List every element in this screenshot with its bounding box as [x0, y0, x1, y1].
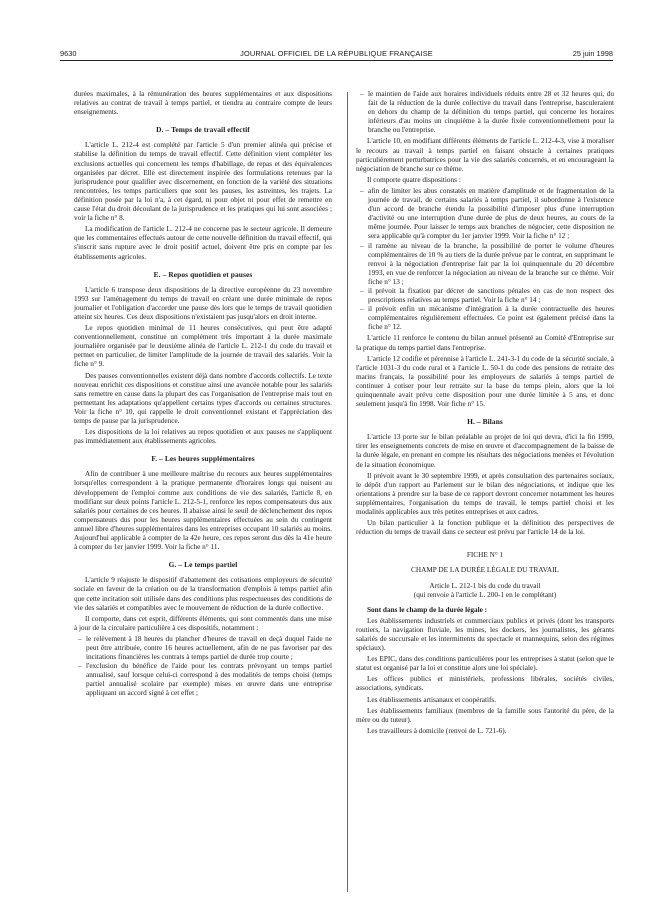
paragraph: Il prévoit avant le 30 septembre 1999, et après consultation des partenaires sociaux, le dépôt d'un rapport au Parlement sur le bilan des négociations, et indique que les orientations à prendre sur la base de ce rapport devront concerner notamment les heures supplémentaires, l'organisation du temps de travail, le temps partiel choisi et les modalités applicables aux très petites entreprises et aux cadres. — [356, 471, 614, 517]
paragraph: Les dispositions de la loi relatives au repos quotidien et aux pauses ne s'appliquent pas immédiatement aux établissements agricoles. — [74, 428, 332, 446]
fiche-article: Article L. 212-1 bis du code du travail — [429, 581, 541, 590]
section-heading-h: H. – Bilans — [467, 417, 503, 427]
paragraph: L'article 13 porte sur le bilan préalable au projet de loi qui devra, d'ici la fin 1999, tirer les enseignements concrets de mise en œuvre et d'accompagnement de la baisse de la durée légale, en prenant en compte les résultats des négociations menées et l'évolution de la situation économique. — [356, 433, 614, 469]
paragraph: Les établissements familiaux (membres de la famille sous l'autorité du père, de la mère ou du tuteur). — [356, 706, 614, 724]
section-heading-f: F. – Les heures supplémentaires — [151, 454, 255, 464]
page-number: 9630 — [60, 49, 77, 58]
list-item: – il ramène au niveau de la branche, la possibilité de porter le volume d'heures complémentaires de 10 % au tiers de la durée prévue par le contrat, en supprimant le renvoi à la négociation d'entreprise fait par la loi quinquennale du 20 décembre 1993, en vue de renforcer la négociation au niveau de la branche sur ce thème. Voir fiche n° 13 ; — [356, 242, 614, 287]
section-heading-e: E. – Repos quotidien et pauses — [153, 269, 253, 279]
paragraph: Il comporte quatre dispositions : — [367, 175, 461, 184]
paragraph: Les établissements artisanaux et coopératifs. — [367, 695, 497, 704]
fiche-reference: (qui renvoie à l'article L. 200-1 en le complétant) — [413, 590, 557, 599]
list — [74, 635, 332, 699]
paragraph: L'article 11 renforce le contenu du bilan annuel présenté au Comité d'Entreprise sur la pratique du temps partiel dans l'entreprise. — [356, 334, 614, 352]
column-divider — [347, 92, 348, 892]
page-header — [60, 46, 613, 60]
list-item: – afin de limiter les abus constatés en matière d'amplitude et de fragmentation de la journée de travail, de certains salariés à temps partiel, il subordonne à l'existence d'un accord de branche étendu la possibilité d'imposer plus d'une interruption d'activité ou une interruption d'une durée de plus de deux heures, au cours de la même journée. Pour laisser le temps aux branches de négocier, cette disposition ne sera applicable qu'à compter du 1er janvier 1999. Voir la fiche n° 12 ; — [356, 187, 614, 242]
list-item: – il prévoit enfin un mécanisme d'intégration à la durée contractuelle des heures complémentaires régulièrement effectuées. Ce point est également précisé dans la fiche n° 12. — [356, 305, 614, 332]
section-heading-d: D. – Temps de travail effectif — [156, 125, 250, 135]
header-rule — [60, 60, 613, 61]
paragraph: Les travailleurs à domicile (renvoi de L. 721-6). — [367, 726, 507, 735]
section-heading-g: G. – Le temps partiel — [168, 560, 238, 570]
list — [356, 90, 614, 135]
paragraph: Les offices publics et ministériels, professions libérales, sociétés civiles, associations, syndicats. — [356, 675, 614, 693]
paragraph: L'article 6 transpose deux dispositions de la directive européenne du 23 novembre 1993 sur l'aménagement du temps de travail en créant une durée minimale de repos journalier et l'obligation d'accorder une pause dès lors que le temps de travail quotidien atteint six heures. Ces deux dispositions n'existaient pas jusqu'alors en droit interne. — [74, 285, 332, 321]
paragraph: Des pauses conventionnelles existent déjà dans nombre d'accords collectifs. Le texte nouveau enrichit ces dispositions et constitue ainsi une avancée notable pour les salariés sans remettre en cause dans la plupart des cas l'organisation de l'entreprise mais tout en permettant les adaptations qu'appellent certains types d'accords ou certaines structures. Voir la fiche n° 10, qui rappelle le droit conventionnel existant et l'appréciation des temps de pause par la jurisprudence. — [74, 371, 332, 425]
left-column — [74, 90, 332, 701]
paragraph: Les établissements industriels et commerciaux publics et privés (dont les transports routiers, la navigation fluviale, les mines, les dockers, les journalistes, les gérants salariés de succursale et les intermittents du spectacle et mannequins, selon des régimes spéciaux). — [356, 616, 614, 653]
paragraph: L'article 12 codifie et pérennise à l'article L. 241-3-1 du code de la sécurité sociale, à l'article 1031-3 du code rural et à l'article L. 50-1 du code des pensions de retraite des marins français, la possibilité pour les employeurs de salariés à temps partiel de continuer à cotiser pour leur retraite sur la base du temps plein, alors que la loi quinquennale avait prévu cette disposition pour une durée limitée à 5 ans, et donc seulement jusqu'à fin 1998. Voir fiche n° 15. — [356, 354, 614, 409]
list-item: – il prévoit la fixation par décret de sanctions pénales en cas de non respect des prescriptions relatives au temps partiel. Voir la fiche n° 14 ; — [356, 287, 614, 305]
fiche-number: FICHE N° 1 — [466, 551, 504, 560]
paragraph: La modification de l'article L. 212-4 ne concerne pas le secteur agricole. Il demeure que les commentaires effectués autour de cette nouvelle définition du travail effectif, qui s'inscrit sans rupture avec le droit positif actuel, doivent être pris en compte par les établissements agricoles. — [74, 225, 332, 261]
journal-title: JOURNAL OFFICIEL DE LA RÉPUBLIQUE FRANÇAISE — [240, 49, 433, 58]
paragraph: Le repos quotidien minimal de 11 heures consécutives, qui peut être adapté conventionnellement, constitue un complément très important à la durée maximale journalière organisée par le deuxième alinéa de l'article L. 212-1 du code du travail et permet en particulier, de limiter l'amplitude de la journée de travail des salariés. Voir la fiche n° 9. — [74, 324, 332, 369]
list — [356, 187, 614, 333]
right-column — [356, 90, 614, 738]
paragraph: Les EPIC, dans des conditions particulières pour les entreprises à statut (selon que le statut est organisé par la loi et constitue alors une loi spéciale). — [356, 655, 614, 673]
paragraph: Afin de contribuer à une meilleure maîtrise du recours aux heures supplémentaires lorsqu'elles correspondent à la pratique permanente d'horaires longs qui nuisent au développement de l'emploi comme aux conditions de vie des salariés, l'article 8, en modifiant sur deux points l'article L. 212-5-1, renforce les repos compensateurs dus aux salariés pour certaines de ces heures. Il abaisse ainsi le seuil de déclenchement des repos compensateurs dus pour les heures supplémentaires effectuées au sein du contingent annuel libre d'heures supplémentaires dans les entreprises occupant 10 salariés au moins. Aujourd'hui applicable à compter de la 42e heure, ces repos seront dus dès la 41e heure à compter du 1er janvier 1999. Voir la fiche n° 11. — [74, 470, 332, 552]
paragraph: L'article 10, en modifiant différents éléments de l'article L. 212-4-3, vise à moraliser le recours au travail à temps partiel en faisant obstacle à certaines pratiques particulièrement perturbatrices pour la vie des salariés concernés, et en encourageant la négociation de branche sur ce thème. — [356, 137, 614, 173]
paragraph: L'article 9 réajuste le dispositif d'abattement des cotisations employeurs de sécurité sociale en faveur de la création ou de la transformation d'emplois à temps partiel afin que cette incitation soit utilisée dans des conditions plus respectueuses des conditions de vie des salariés et compatibles avec le mouvement de réduction de la durée collective. — [74, 576, 332, 612]
list-item: – l'exclusion du bénéfice de l'aide pour les contrats prévoyant un temps partiel annualisé, sauf lorsque celui-ci correspond à des modalités de temps choisi (temps partiel annualisé scolaire par exemple) mises en œuvre dans une entreprise appliquant un accord signé à cet effet ; — [74, 662, 332, 698]
paragraph: Il comporte, dans cet esprit, différents éléments, qui sont commentés dans une mise à jour de la circulaire particulière à ces dispositifs, notamment : — [74, 614, 332, 632]
paragraph: durées maximales, à la rémunération des heures supplémentaires et aux dispositions relatives au contrat de travail à temps partiel, et tiendra au contraire compte de leurs enseignements. — [74, 90, 332, 117]
list-item: – le relèvement à 18 heures du plancher d'heures de travail en deçà duquel l'aide ne peut être attribuée, contre 16 heures actuellement, afin de ne pas favoriser par des incitations financières les contrats à temps partiel de durée trop courte ; — [74, 635, 332, 662]
list-item: – le maintien de l'aide aux horaires individuels réduits entre 28 et 32 heures qui, du fait de la réduction de la durée collective du travail dans l'entreprise, basculeraient en dehors du champ de la définition du temps partiel, qui concerne les horaires inférieurs d'au moins un cinquième à la durée fixée conventionnellement pour la branche ou l'entreprise. — [356, 90, 614, 135]
paragraph: Un bilan particulier à la fonction publique et la définition des perspectives de réduction du temps de travail dans ce secteur est prévu par l'article 14 de la loi. — [356, 519, 614, 537]
issue-date: 25 juin 1998 — [572, 49, 613, 58]
paragraph: L'article L. 212-4 est complété par l'article 5 d'un premier alinéa qui précise et stabilise la définition du temps de travail effectif. Cette définition vient compléter les exclusions actuelles qui concernent les temps d'habillage, de repas et des équivalences organisées par décret. Elle est directement inspirée des formulations retenues par la jurisprudence pour qualifier avec discernement, en fonction de la variété des situations rencontrées, les temps particuliers que sont les pauses, les astreintes, les trajets. La définition posée par la loi n'a, à cet égard, ni pour objet ni pour effet de remettre en cause l'état du droit découlant de la jurisprudence et les pratiques qui lui sont associées ; voir la fiche n° 8. — [74, 141, 332, 223]
fiche-subheading: Sont dans le champ de la durée légale : — [367, 605, 488, 614]
fiche-title: CHAMP DE LA DURÉE LÉGALE DU TRAVAIL — [411, 566, 559, 575]
